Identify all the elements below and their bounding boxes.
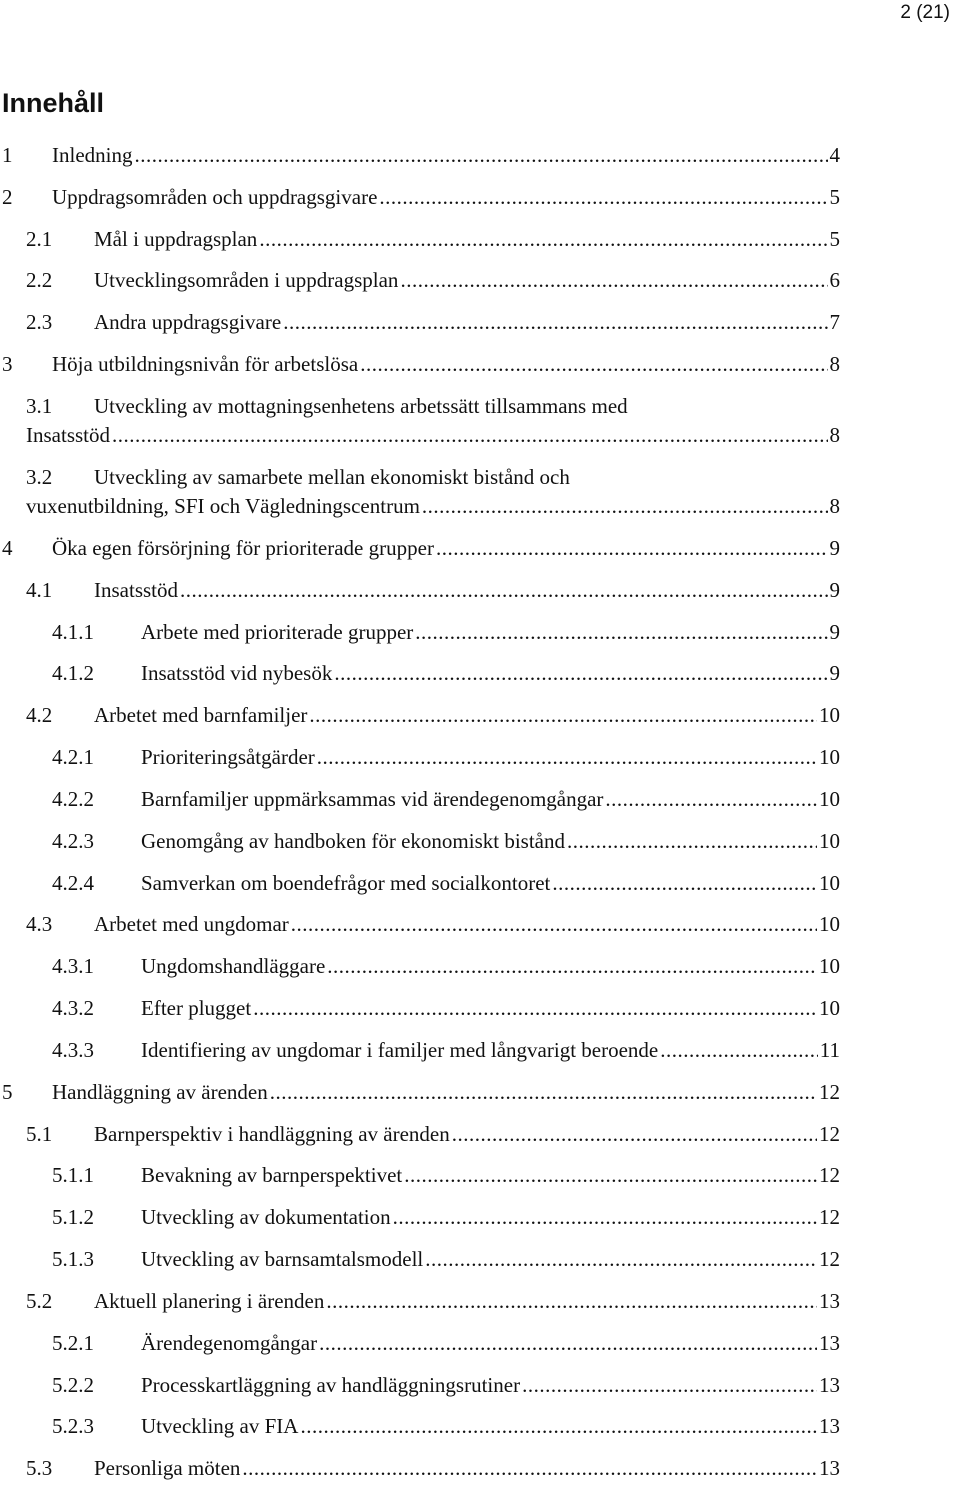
toc-entry-title: Personliga möten: [94, 1456, 241, 1481]
toc-entry[interactable]: [0, 141, 840, 183]
toc-entry-title: Andra uppdragsgivare: [94, 310, 282, 335]
toc-entry-title: Samverkan om boendefrågor med socialkontoret: [141, 870, 551, 895]
toc-entry[interactable]: [0, 1329, 840, 1371]
toc-entry-page: 5: [829, 184, 840, 209]
toc-entry[interactable]: [0, 534, 840, 576]
toc-entry-title: Barnfamiljer uppmärksammas vid ärendegenomgångar: [141, 786, 604, 811]
toc-entry-title: Utveckling av samarbete mellan ekonomiskt bistånd och: [94, 464, 570, 489]
toc-entry[interactable]: [0, 1203, 840, 1245]
toc-entry[interactable]: [0, 392, 840, 463]
dot-leader: [660, 1036, 818, 1064]
toc-entry-number: 5.1.3: [52, 1247, 94, 1272]
toc-entry-number: 2.1: [26, 226, 53, 251]
toc-entry[interactable]: [0, 350, 840, 392]
toc-entry-title: Utveckling av FIA: [141, 1414, 299, 1439]
toc-entry[interactable]: [0, 1287, 840, 1329]
toc-entry[interactable]: [0, 463, 840, 534]
dot-leader: [180, 576, 828, 604]
toc-entry-page: 12: [819, 1247, 840, 1272]
dot-leader: [425, 1245, 817, 1273]
toc-entry-page: 9: [829, 661, 840, 686]
toc-entry-number: 4.2.4: [52, 870, 94, 895]
toc-entry-page: 10: [819, 828, 840, 853]
dot-leader: [317, 743, 817, 771]
toc-entry-page: 8: [829, 352, 840, 377]
toc-entry-number: 5.2.2: [52, 1372, 94, 1397]
toc-entry[interactable]: [0, 266, 840, 308]
toc-entry-title: Processkartläggning av handläggningsrutiner: [141, 1372, 521, 1397]
toc-entry-number: 5: [2, 1079, 13, 1104]
dot-leader: [452, 1120, 817, 1148]
toc-entry-number: 3.2: [26, 464, 53, 489]
toc-entry-page: 11: [819, 1037, 840, 1062]
toc-entry-page: 12: [819, 1205, 840, 1230]
dot-leader: [291, 910, 817, 938]
dot-leader: [270, 1078, 817, 1106]
toc-entry-page: 9: [829, 535, 840, 560]
toc-entry-title: Barnperspektiv i handläggning av ärenden: [94, 1121, 450, 1146]
toc-entry[interactable]: [0, 743, 840, 785]
dot-leader: [552, 869, 817, 897]
toc-entry-title: Aktuell planering i ärenden: [94, 1288, 325, 1313]
dot-leader: [436, 534, 828, 562]
toc-entry[interactable]: [0, 659, 840, 701]
toc-entry-page: 13: [819, 1414, 840, 1439]
toc-entry[interactable]: [0, 576, 840, 618]
toc-entry-page: 10: [819, 996, 840, 1021]
toc-entry[interactable]: [0, 225, 840, 267]
dot-leader: [422, 492, 828, 520]
dot-leader: [605, 785, 817, 813]
toc-entry-page: 13: [819, 1372, 840, 1397]
toc-entry-title: Ärendegenomgångar: [141, 1330, 318, 1355]
toc-entry-number: 5.1.2: [52, 1205, 94, 1230]
dot-leader: [326, 1287, 817, 1315]
toc-entry-title: Insatsstöd: [94, 577, 178, 602]
toc-entry-page: 8: [829, 422, 840, 447]
dot-leader: [400, 266, 827, 294]
toc-entry-page: 7: [829, 310, 840, 335]
toc-entry-page: 13: [819, 1456, 840, 1481]
toc-entry-title: Uppdragsområden och uppdragsgivare: [52, 184, 378, 209]
toc-entry-title: Efter plugget: [141, 996, 252, 1021]
toc-entry-title: Utveckling av dokumentation: [141, 1205, 391, 1230]
dot-leader: [253, 994, 817, 1022]
toc-entry-number: 2.3: [26, 310, 53, 335]
toc-entry-page: 12: [819, 1163, 840, 1188]
toc-entry-number: 5.1: [26, 1121, 53, 1146]
toc-entry-title: Arbete med prioriterade grupper: [141, 619, 414, 644]
toc-entry[interactable]: [0, 1120, 840, 1162]
toc-entry-number: 4.1.2: [52, 661, 94, 686]
toc-entry-title: vuxenutbildning, SFI och Vägledningscentrum: [26, 493, 420, 518]
toc-entry-title: Arbetet med barnfamiljer: [94, 703, 308, 728]
dot-leader: [334, 659, 827, 687]
toc-entry-page: 9: [829, 619, 840, 644]
toc-entry-page: 6: [829, 268, 840, 293]
toc-entry-page: 10: [819, 870, 840, 895]
toc-entry-number: 4.2.3: [52, 828, 94, 853]
toc-entry[interactable]: [0, 869, 840, 911]
toc-entry[interactable]: [0, 994, 840, 1036]
toc-entry-number: 2: [2, 184, 13, 209]
toc-entry[interactable]: [0, 701, 840, 743]
toc-entry-number: 5.2.3: [52, 1414, 94, 1439]
toc-entry[interactable]: [0, 183, 840, 225]
page-number: 2 (21): [900, 2, 950, 23]
toc-entry-page: 13: [819, 1330, 840, 1355]
dot-leader: [242, 1454, 817, 1482]
toc-entry-title: Prioriteringsåtgärder: [141, 745, 315, 770]
toc-entry[interactable]: [0, 910, 840, 952]
toc-entry[interactable]: [0, 1412, 840, 1454]
dot-leader: [522, 1371, 817, 1399]
toc-entry-number: 5.2.1: [52, 1330, 94, 1355]
toc-entry[interactable]: [0, 618, 840, 660]
toc-entry-number: 1: [2, 143, 13, 167]
toc-entry-title: Arbetet med ungdomar: [94, 912, 289, 937]
toc-entry-title: Handläggning av ärenden: [52, 1079, 268, 1104]
toc-entry-number: 3.1: [26, 393, 53, 418]
toc-entry[interactable]: [0, 785, 840, 827]
dot-leader: [259, 225, 827, 253]
dot-leader: [283, 308, 827, 336]
toc-entry-number: 4.3.1: [52, 954, 94, 979]
toc-entry-page: 10: [819, 786, 840, 811]
toc-entry-number: 4.3: [26, 912, 53, 937]
toc-entry-number: 4.1: [26, 577, 53, 602]
toc-entry-title: Utveckling av mottagningsenhetens arbetssätt tillsammans med: [94, 393, 628, 418]
toc-entry[interactable]: [0, 952, 840, 994]
toc-entry-number: 4.3.2: [52, 996, 94, 1021]
toc-entry-title: Ungdomshandläggare: [141, 954, 326, 979]
toc-entry-page: 4: [829, 143, 840, 167]
toc-entry-number: 4: [2, 535, 13, 560]
toc-entry[interactable]: [0, 1036, 840, 1078]
dot-leader: [393, 1203, 817, 1231]
toc-entry-number: 4.1.1: [52, 619, 94, 644]
toc-entry-page: 5: [829, 226, 840, 251]
toc-entry-page: 12: [819, 1121, 840, 1146]
toc-entry[interactable]: [0, 1454, 840, 1496]
toc-entry[interactable]: [0, 1161, 840, 1203]
toc-entry-number: 5.1.1: [52, 1163, 94, 1188]
toc-entry-title: Bevakning av barnperspektivet: [141, 1163, 403, 1188]
toc-entry-number: 3: [2, 352, 13, 377]
toc-entry-page: 10: [819, 745, 840, 770]
dot-leader: [567, 827, 817, 855]
toc-entry-title: Insatsstöd vid nybesök: [141, 661, 333, 686]
toc-entry-number: 4.3.3: [52, 1037, 94, 1062]
toc-entry-page: 10: [819, 954, 840, 979]
toc-title: Innehåll: [2, 88, 105, 118]
toc-entry-title: Utvecklingsområden i uppdragsplan: [94, 268, 399, 293]
dot-leader: [309, 701, 817, 729]
toc-entry-title: Inledning: [52, 143, 133, 167]
dot-leader: [327, 952, 817, 980]
toc-entry-number: 5.3: [26, 1456, 53, 1481]
toc-entry-number: 5.2: [26, 1288, 53, 1313]
toc-entry-number: 2.2: [26, 268, 53, 293]
toc-entry-page: 8: [829, 493, 840, 518]
dot-leader: [360, 350, 827, 378]
toc-entry[interactable]: [0, 1078, 840, 1120]
dot-leader: [319, 1329, 817, 1357]
toc-entry-title: Höja utbildningsnivån för arbetslösa: [52, 352, 359, 377]
toc-entry-number: 4.2: [26, 703, 53, 728]
toc-entry[interactable]: [0, 308, 840, 350]
toc-entry-page: 9: [829, 577, 840, 602]
dot-leader: [134, 141, 827, 169]
dot-leader: [415, 618, 827, 646]
toc-entry[interactable]: [0, 1245, 840, 1287]
dot-leader: [300, 1412, 817, 1440]
dot-leader: [112, 421, 828, 449]
toc-entry-page: 10: [819, 703, 840, 728]
toc-entry-title: Mål i uppdragsplan: [94, 226, 258, 251]
toc-entry-title: Öka egen försörjning för prioriterade grupper: [52, 535, 434, 560]
toc-entry-title: Utveckling av barnsamtalsmodell: [141, 1247, 424, 1272]
toc-entry-number: 4.2.1: [52, 745, 94, 770]
toc-entry-title: Insatsstöd: [26, 422, 110, 447]
toc-entry-number: 4.2.2: [52, 786, 94, 811]
toc-entry-title: Genomgång av handboken för ekonomiskt bistånd: [141, 828, 565, 853]
toc-entry[interactable]: [0, 827, 840, 869]
toc-entry-title: Identifiering av ungdomar i familjer med långvarigt beroende: [141, 1037, 659, 1062]
dot-leader: [379, 183, 827, 211]
dot-leader: [404, 1161, 817, 1189]
toc-entry-page: 10: [819, 912, 840, 937]
toc-entry-page: 13: [819, 1288, 840, 1313]
toc-entry-page: 12: [819, 1079, 840, 1104]
toc-entry[interactable]: [0, 1371, 840, 1413]
